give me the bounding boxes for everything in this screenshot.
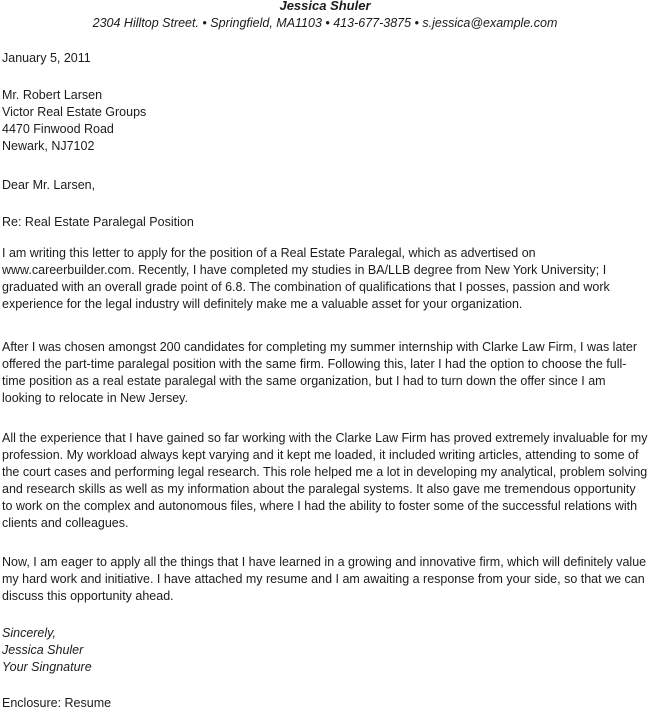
body-paragraph-3: All the experience that I have gained so far working with the Clarke Law Firm has proved extremely invaluable for my profession. My workload always kept varying and it kept me loaded, it included writing articles, attending to some of the court cases and performing legal research. This role helped me a lot in developing my analytical, problem solving and research skills as well as my information about the paralegal systems. It also gave me tremendous opportunity to work on the complex and autonomous files, where I had the ability to foster some of the successful relations with clients and colleagues. [2, 431, 648, 530]
body-paragraph-1: I am writing this letter to apply for the position of a Real Estate Paralegal, which as advertised on www.careerbuilder.com. Recently, I have completed my studies in BA/LLB degree from New York University; I graduated with an overall grade point of 6.8. The combination of qualifications that I posses, passion and work experience for the legal industry will definitely make me a valuable asset for your organization. [2, 246, 610, 311]
sender-contact-line: 2304 Hilltop Street. • Springfield, MA1103 • 413-677-3875 • s.jessica@example.com [92, 16, 558, 30]
recipient-street-line: 4470 Finwood Road [2, 122, 114, 136]
subject-line: Re: Real Estate Paralegal Position [2, 215, 194, 229]
recipient-city-line: Newark, NJ7102 [2, 139, 95, 153]
recipient-name-line: Mr. Robert Larsen [2, 88, 103, 102]
enclosure-line: Enclosure: Resume [2, 696, 112, 710]
sender-name: Jessica Shuler [279, 0, 371, 13]
recipient-company-line: Victor Real Estate Groups [2, 105, 147, 119]
recipient-address-block [2, 87, 648, 155]
body-paragraph-4: Now, I am eager to apply all the things that I have learned in a growing and innovative firm, which will definitely value my hard work and initiative. I have attached my resume and I am awaiting a response from your side, so that we can discuss this opportunity ahead. [2, 555, 647, 603]
closing-signature-line: Your Singnature [2, 660, 92, 674]
body-paragraph-2: After I was chosen amongst 200 candidates for completing my summer internship with Clarke Law Firm, I was later offered the part-time paralegal position with the same firm. Following this, later I had the option to choose the full-time position as a real estate paralegal with the same organization, but I had to turn down the offer since I am looking to relocate in New Jersey. [2, 340, 637, 405]
date-line: January 5, 2011 [2, 51, 91, 65]
closing-sincerely-line: Sincerely, [2, 626, 56, 640]
closing-block [2, 625, 648, 676]
salutation: Dear Mr. Larsen, [2, 178, 96, 192]
closing-name-line: Jessica Shuler [2, 643, 84, 657]
